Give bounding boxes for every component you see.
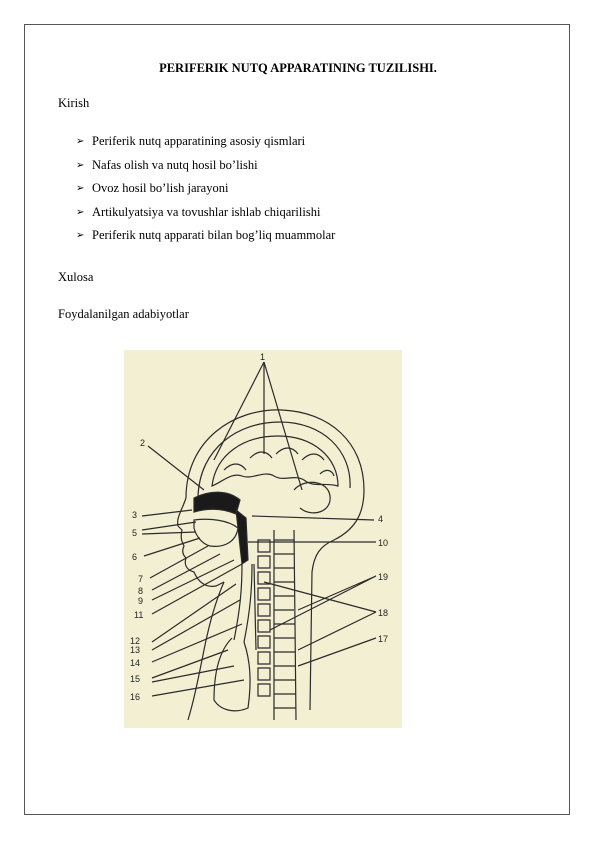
- label-19: 19: [378, 572, 389, 582]
- label-13: 13: [130, 645, 141, 655]
- toc-item: [76, 205, 335, 229]
- label-12: 12: [130, 636, 141, 646]
- conclusion-heading: Xulosa: [58, 270, 94, 284]
- arrow-bullet-icon: ➢: [76, 136, 85, 147]
- page-title: PERIFERIK NUTQ APPARATINING TUZILISHI.: [159, 61, 437, 75]
- toc-item-label: Artikulyatsiya va tovushlar ishlab chiqarilishi: [92, 204, 321, 219]
- toc-item-label: Periferik nutq apparati bilan bog’liq muammolar: [92, 228, 336, 242]
- table-of-contents: [76, 134, 335, 252]
- label-9: 9: [138, 596, 144, 606]
- anatomy-diagram: [124, 350, 402, 728]
- intro-heading: Kirish: [58, 96, 90, 110]
- label-17: 17: [378, 634, 389, 644]
- label-8: 8: [138, 586, 144, 596]
- label-2: 2: [140, 438, 146, 448]
- label-5: 5: [132, 528, 138, 538]
- arrow-bullet-icon: ➢: [76, 206, 85, 218]
- toc-item: [76, 228, 335, 252]
- references-heading: Foydalanilgan adabiyotlar: [58, 307, 189, 321]
- speech-apparatus-figure: [124, 350, 402, 728]
- label-15: 15: [130, 674, 141, 684]
- arrow-bullet-icon: ➢: [76, 230, 85, 241]
- label-14: 14: [130, 658, 141, 668]
- label-11: 11: [134, 610, 144, 620]
- toc-item-label: Nafas olish va nutq hosil bo’lishi: [92, 157, 258, 172]
- label-6: 6: [132, 552, 138, 562]
- label-16: 16: [130, 692, 141, 702]
- label-10: 10: [378, 538, 389, 548]
- toc-item-label: Periferik nutq apparatining asosiy qismlari: [92, 134, 306, 148]
- figure-background: [124, 350, 402, 728]
- arrow-bullet-icon: ➢: [76, 159, 85, 171]
- arrow-bullet-icon: ➢: [76, 183, 85, 194]
- toc-item-label: Ovoz hosil bo’lish jarayoni: [92, 181, 229, 195]
- label-3: 3: [132, 510, 138, 520]
- label-7: 7: [138, 574, 144, 584]
- label-4: 4: [378, 514, 384, 524]
- toc-item: [76, 158, 335, 182]
- toc-item: [76, 181, 335, 205]
- toc-item: [76, 134, 335, 158]
- label-1: 1: [260, 352, 266, 362]
- label-18: 18: [378, 608, 389, 618]
